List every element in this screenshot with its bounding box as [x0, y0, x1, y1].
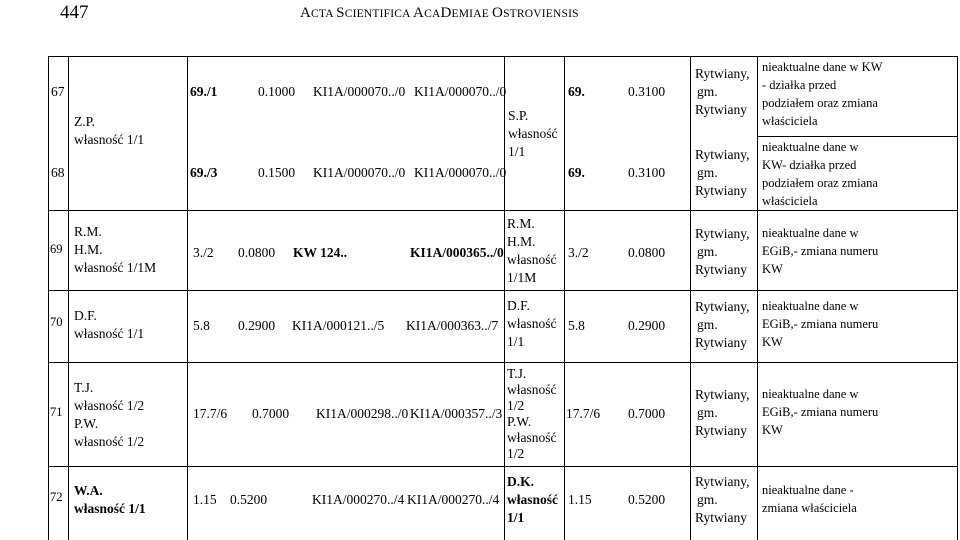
note: nieaktualne dane w [762, 299, 859, 313]
note: właściciela [762, 194, 818, 208]
parcel-area: 0.2900 [238, 318, 276, 333]
owner-before: własność 1/2 [74, 434, 145, 449]
parcel-area: 0.5200 [230, 492, 268, 507]
note: KW [762, 262, 783, 276]
kw-number: KI1A/000298../0 [316, 406, 409, 421]
use-location: Rytwiany [695, 335, 747, 350]
owner-after: P.W. [507, 414, 532, 429]
owner-after: D.K. [507, 474, 534, 489]
parcel-area: 0.1500 [258, 165, 296, 180]
parcel-number: 69./3 [190, 165, 218, 180]
note: nieaktualne dane w [762, 140, 859, 154]
parcel-after: 5.8 [568, 318, 585, 333]
owner-after: R.M. [507, 216, 535, 231]
lp-cell: 67 [51, 84, 65, 99]
area-after: 0.0800 [628, 245, 666, 260]
parcel-after: 69. [568, 165, 585, 180]
owner-after: 1/1 [508, 144, 526, 159]
owner-before: R.M. [74, 224, 102, 239]
page-number: 447 [60, 2, 89, 23]
note: nieaktualne dane w KW [762, 60, 883, 74]
kw-number: KI1A/000270../4 [312, 492, 405, 507]
note: EGiB,- zmiana numeru [762, 317, 879, 331]
owner-before: własność 1/2 [74, 398, 145, 413]
parcel-after: 1.15 [568, 492, 592, 507]
lp-cell: 72 [50, 490, 63, 504]
use-location: Rytwiany, [695, 226, 750, 241]
use-location: gm. [697, 492, 718, 507]
note: KW- działka przed [762, 158, 857, 172]
kw-number: KI1A/000070../0 [313, 84, 406, 99]
parcel-area: 0.1000 [258, 84, 296, 99]
area-after: 0.3100 [628, 165, 666, 180]
note: nieaktualne dane w [762, 226, 859, 240]
parcel-number: 17.7/6 [193, 406, 228, 421]
owner-before: P.W. [74, 416, 99, 431]
kw-number: KW 124.. [293, 245, 348, 260]
owner-after: własność [508, 126, 558, 141]
journal-title: ACTA SCIENTIFICA ACADEMIAE OSTROVIENSIS [300, 5, 579, 21]
area-after: 0.5200 [628, 492, 666, 507]
note: KW [762, 423, 783, 437]
kw-number-new: KI1A/000365../0 [410, 245, 504, 260]
use-location: Rytwiany, [695, 66, 750, 81]
kw-number-new: KI1A/000363../7 [406, 318, 499, 333]
parcel-area: 0.7000 [252, 406, 290, 421]
use-location: Rytwiany [695, 183, 747, 198]
lp-cell: 69 [50, 242, 63, 256]
lp-cell: 68 [51, 165, 65, 180]
use-location: gm. [697, 317, 718, 332]
area-after: 0.2900 [628, 318, 666, 333]
note: nieaktualne dane - [762, 483, 854, 497]
owner-after: 1/2 [507, 446, 525, 461]
owner-after: 1/2 [507, 398, 525, 413]
use-location: Rytwiany, [695, 299, 750, 314]
owner-before: Z.P. [74, 114, 96, 129]
owner-before: własność 1/1 [74, 326, 145, 341]
lp-cell: 71 [50, 405, 63, 419]
owner-before: własność 1/1M [74, 260, 157, 275]
note: EGiB,- zmiana numeru [762, 405, 879, 419]
owner-after: własność [507, 316, 557, 331]
note: podziałem oraz zmiana [762, 176, 878, 190]
owner-after: T.J. [507, 366, 527, 381]
kw-number: KI1A/000070../0 [313, 165, 406, 180]
note: właściciela [762, 114, 818, 128]
owner-after: 1/1 [507, 334, 525, 349]
owner-after: D.F. [507, 298, 530, 313]
owner-after: własność [507, 430, 557, 445]
use-location: gm. [697, 244, 718, 259]
kw-number-new: KI1A/000070../0 [414, 84, 507, 99]
owner-before: H.M. [74, 242, 103, 257]
use-location: Rytwiany [695, 262, 747, 277]
owner-after: 1/1M [507, 270, 537, 285]
note: EGiB,- zmiana numeru [762, 244, 879, 258]
kw-number: KI1A/000121../5 [292, 318, 385, 333]
use-location: gm. [697, 84, 718, 99]
use-location: Rytwiany [695, 102, 747, 117]
note: zmiana właściciela [762, 501, 857, 515]
use-location: Rytwiany [695, 510, 747, 525]
owner-before: W.A. [74, 483, 103, 498]
parcel-number: 1.15 [193, 492, 217, 507]
kw-number-new: KI1A/000270../4 [407, 492, 500, 507]
parcel-area: 0.0800 [238, 245, 276, 260]
parcel-number: 5.8 [193, 318, 210, 333]
owner-after: 1/1 [507, 510, 525, 525]
parcel-number: 3./2 [193, 245, 214, 260]
owner-after: H.M. [507, 234, 536, 249]
use-location: Rytwiany [695, 423, 747, 438]
owner-before: D.F. [74, 308, 97, 323]
owner-before: T.J. [74, 380, 94, 395]
owner-after: własność [507, 492, 559, 507]
note: podziałem oraz zmiana [762, 96, 878, 110]
use-location: gm. [697, 165, 718, 180]
note: KW [762, 335, 783, 349]
use-location: gm. [697, 405, 718, 420]
note: nieaktualne dane w [762, 387, 859, 401]
area-after: 0.3100 [628, 84, 666, 99]
use-location: Rytwiany, [695, 147, 750, 162]
parcel-after: 69. [568, 84, 585, 99]
owner-before: własność 1/1 [74, 501, 146, 516]
use-location: Rytwiany, [695, 474, 750, 489]
owner-before: własność 1/1 [74, 132, 145, 147]
kw-number-new: KI1A/000070../0 [414, 165, 507, 180]
lp-cell: 70 [50, 315, 63, 329]
parcel-after: 17.7/6 [566, 406, 601, 421]
parcel-number: 69./1 [190, 84, 218, 99]
owner-after: własność [507, 382, 557, 397]
parcel-after: 3./2 [568, 245, 589, 260]
area-after: 0.7000 [628, 406, 666, 421]
owner-after: własność [507, 252, 557, 267]
use-location: Rytwiany, [695, 387, 750, 402]
owner-after: S.P. [508, 108, 529, 123]
kw-number-new: KI1A/000357../3 [410, 406, 503, 421]
note: - działka przed [762, 78, 837, 92]
